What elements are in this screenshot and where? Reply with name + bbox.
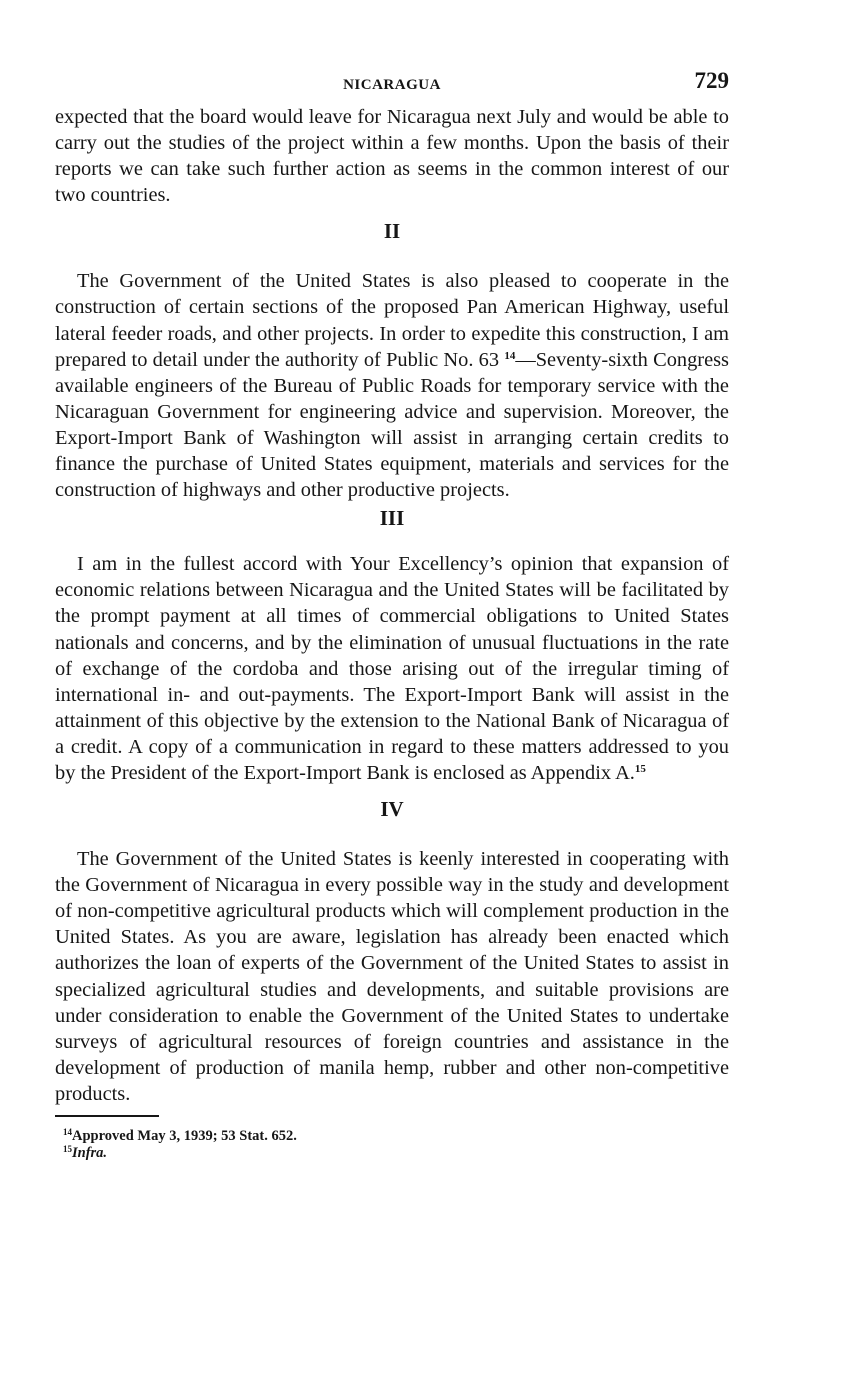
section-2-text-part2: —Seventy-sixth Congress available engineers of the Bureau of Public Roads for temporary service with the Nicaraguan Government for engineering advice and supervision. Moreover, the Export-Import Bank of Washington will assist in arranging certain credits to finance the purchase of United States equipment, materials and services for the construction of highways and other productive projects. bbox=[55, 348, 729, 502]
footnote-divider bbox=[55, 1115, 159, 1117]
section-3-paragraph bbox=[55, 551, 729, 786]
footnote-text: Approved May 3, 1939; 53 Stat. 652. bbox=[72, 1128, 297, 1144]
section-heading-2: II bbox=[383, 219, 401, 244]
running-title: NICARAGUA bbox=[343, 77, 441, 93]
section-heading-4: IV bbox=[380, 797, 404, 822]
section-3-text: I am in the fullest accord with Your Excellency’s opinion that expansion of economic relations between Nicaragua and the United States will be facilitated by the prompt payment at all times of commercial obligations to United States nationals and concerns, and by the elimination of unusual fluctuations in the rate of exchange of the cordoba and those arising out of the irregular timing of international in- and out-payments. The Export-Import Bank will assist in the attainment of this objective by the extension to the National Bank of Nicaragua of a credit. A copy of a communication in regard to these matters addressed to you by the President of the Export-Import Bank is enclosed as Appendix A. bbox=[55, 553, 729, 784]
section-2-paragraph bbox=[55, 268, 729, 503]
footnote-ref-15: 15 bbox=[634, 762, 646, 775]
section-2-text-part1: The Government of the United States is also pleased to cooperate in the construction of certain sections of the proposed Pan American Highway, useful lateral feeder roads, and other projects. In order to expedite this construction, I am prepared to detail under the authority of Public No. 63 bbox=[55, 270, 729, 371]
footnote-14 bbox=[55, 1128, 729, 1145]
footnote-15 bbox=[55, 1145, 729, 1162]
footnote-number: 15 bbox=[63, 1144, 72, 1154]
intro-paragraph: expected that the board would leave for Nicaragua next July and would be able to carry out the studies of the project within a few months. Upon the basis of their reports we can take such further action as seems in the common interest of our two countries. bbox=[55, 106, 729, 207]
section-4-paragraph: The Government of the United States is keenly interested in cooperating with the Government of Nicaragua in every possible way in the study and development of non-competitive agricultural products which will complement production in the United States. As you are aware, legislation has already been enacted which authorizes the loan of experts of the Government of the United States to assist in specialized agricultural studies and developments, and suitable provisions are under consideration to enable the Government of the United States to undertake surveys of agricultural resources of foreign countries and assistance in the development of production of manila hemp, rubber and other non-competitive products. bbox=[55, 848, 729, 1105]
footnote-ref-14: 14 bbox=[504, 349, 516, 362]
footnote-number: 14 bbox=[63, 1127, 72, 1137]
page-number: 729 bbox=[694, 68, 729, 93]
running-head bbox=[55, 68, 729, 104]
footnote-text: Infra. bbox=[72, 1145, 108, 1161]
document-page bbox=[55, 68, 729, 1162]
section-heading-3: III bbox=[379, 506, 405, 531]
